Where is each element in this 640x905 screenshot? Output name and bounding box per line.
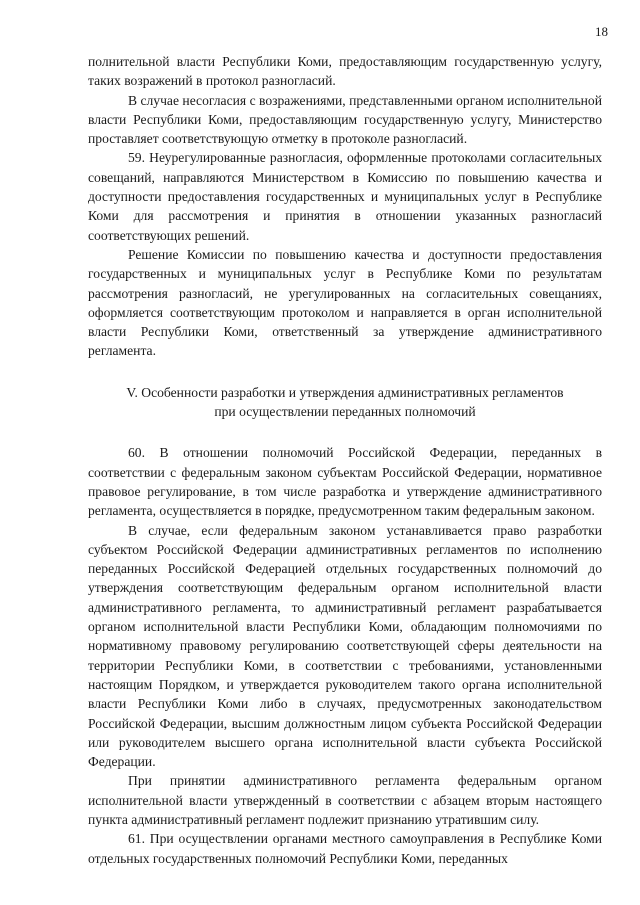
section-heading: V. Особенности разработки и утверждения административных регламентов при осуществлении переданных полномочий — [126, 384, 564, 420]
paragraph-item-60: 60. В отношении полномочий Российской Федерации, переданных в соответствии с федеральным законом субъектам Российской Федерации, нормативное правовое регулирование, в том числе разработка и утверждение административного регламента, осуществляется в порядке, предусмотренном таким федеральным законом. — [88, 445, 602, 519]
document-body — [88, 52, 602, 868]
paragraph-objection-disagreement: В случае несогласия с возражениями, представленными органом исполнительной власти Республики Коми, предоставляющим государственную услугу, Министерство проставляет соответствующую отметку в протоколе разногласий. — [88, 92, 602, 147]
paragraph-commission-decision: Решение Комиссии по повышению качества и доступности предоставления государственных и муниципальных услуг в Республике Коми по результатам рассмотрения разногласий, не урегулированных на согласительных совещаниях, оформляется соответствующим протоколом и направляется в орган исполнительной власти Республики Коми, ответственный за утверждение административного регламента. — [88, 246, 602, 359]
paragraph-continuation: полнительной власти Республики Коми, предоставляющим государственную услугу, таких возражений в протокол разногласий. — [88, 54, 602, 89]
paragraph-federal-law-case: В случае, если федеральным законом устанавливается право разработки субъектом Российской Федерации административных регламентов по исполнению переданных Российской Федерацией отдельных государственных полномочий до утверждения соответствующим федеральным органом исполнительной власти административного регламента, то административный регламент разрабатывается органом исполнительной власти Республики Коми, обладающим полномочиями по нормативному правовому регулированию соответствующей сферы деятельности на территории Республики Коми, в соответствии с требованиями, установленными настоящим Порядком, и утверждается руководителем такого органа исполнительной власти Республики Коми либо в случаях, предусмотренных законодательством Российской Федерации, высшим должностным лицом субъекта Российской Федерации или руководителем высшего органа исполнительной власти субъекта Российской Федерации. — [88, 522, 602, 770]
page-number: 18 — [595, 24, 608, 39]
paragraph-item-61: 61. При осуществлении органами местного самоуправления в Республике Коми отдельных государственных полномочий Республики Коми, переданных — [88, 831, 602, 866]
paragraph-regulation-adoption: При принятии административного регламента федеральным органом исполнительной власти утвержденный в соответствии с абзацем вторым настоящего пункта административный регламент подлежит признанию утратившим силу. — [88, 773, 602, 827]
paragraph-item-59: 59. Неурегулированные разногласия, оформленные протоколами согласительных совещаний, направляются Министерством в Комиссию по повышению качества и доступности предоставления государственных и муниципальных услуг в Республике Коми для рассмотрения и принятия в отношении указанных разногласий соответствующих решений. — [88, 150, 602, 243]
